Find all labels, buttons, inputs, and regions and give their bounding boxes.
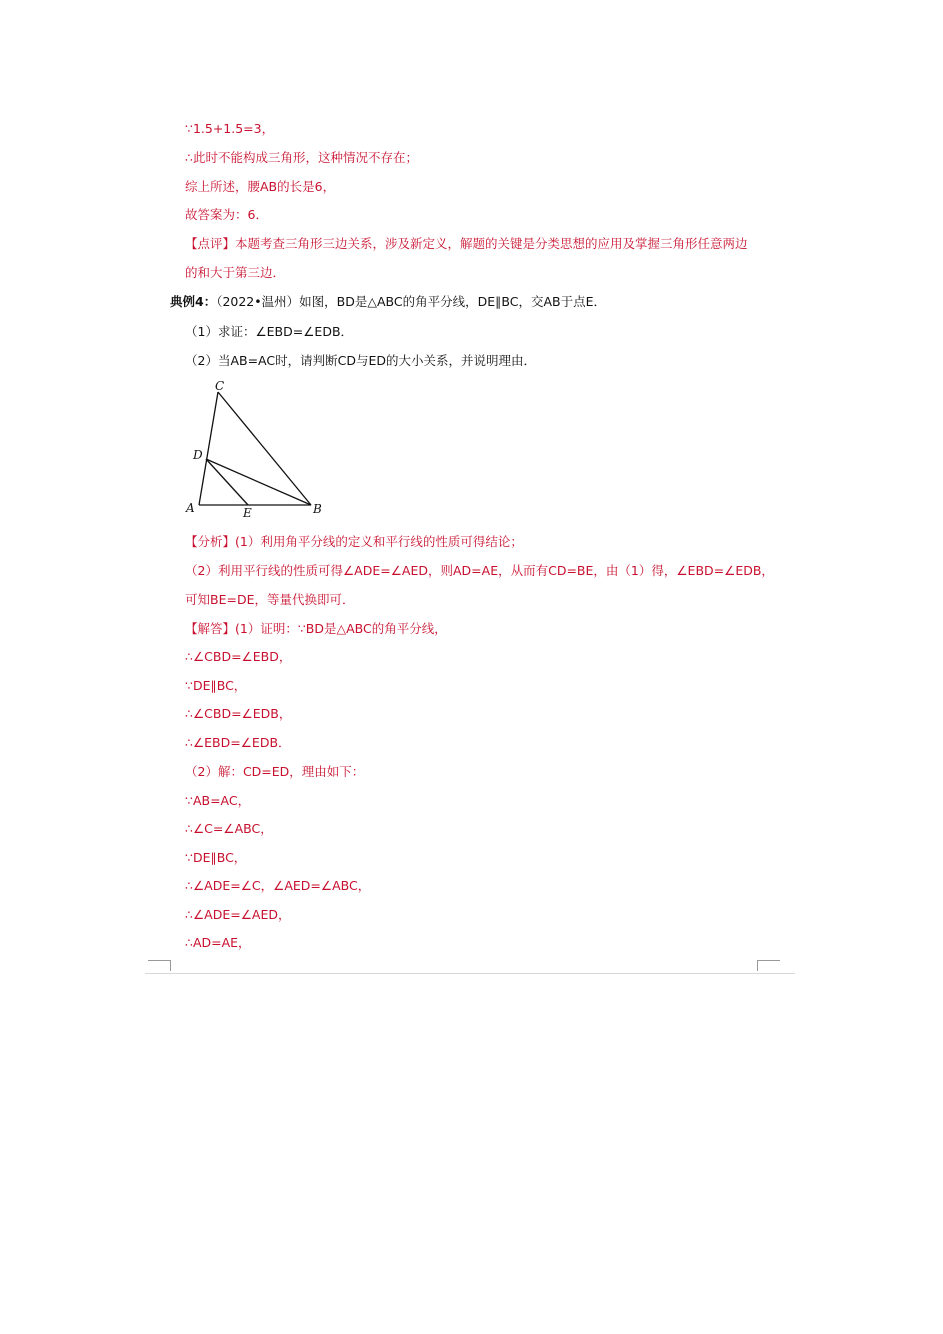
page-corner-mark-left (148, 960, 171, 971)
triangle-figure (180, 378, 330, 523)
label-C: C (215, 379, 225, 393)
page-divider (145, 973, 795, 974)
segment-DE (206, 459, 248, 505)
segment-DB (206, 459, 311, 505)
solution-step: ∴∠CBD=∠EDB， (185, 706, 292, 721)
label-A: A (186, 501, 195, 515)
analysis-line: （2）利用平行线的性质可得∠ADE=∠AED，则AD=AE，从而有CD=BE，由（1）得，∠EBD=∠EDB， (185, 563, 774, 578)
solution-step: ∴∠CBD=∠EBD， (185, 649, 292, 664)
example-text: （2022•温州）如图，BD是△ABC的角平分线，DE∥BC，交AB于点E． (216, 294, 606, 309)
solution-step: ∴∠C=∠ABC， (185, 821, 273, 836)
solution-step: ∵DE∥BC， (185, 678, 247, 693)
solution-step: ∵DE∥BC， (185, 850, 247, 865)
solution-step: ∵AB=AC， (185, 793, 251, 808)
question-1: （1）求证：∠EBD=∠EDB． (185, 324, 354, 339)
question-2: （2）当AB=AC时，请判断CD与ED的大小关系，并说明理由． (185, 353, 536, 368)
example-title: 典例4： (170, 294, 217, 309)
solution-step: （2）解：CD=ED，理由如下： (185, 764, 365, 779)
solution-step: 【解答】(1）证明：∵BD是△ABC的角平分线， (185, 621, 447, 636)
solution-line: ∴此时不能构成三角形，这种情况不存在； (185, 150, 418, 165)
solution-line: ∵1.5+1.5=3， (185, 121, 275, 136)
solution-line: 故答案为：6． (185, 207, 268, 222)
solution-line: 综上所述，腰AB的长是6， (185, 179, 336, 194)
comment-line: 的和大于第三边． (185, 265, 286, 280)
solution-step: ∴∠ADE=∠C，∠AED=∠ABC， (185, 878, 371, 893)
label-E: E (243, 506, 252, 520)
solution-step: ∴AD=AE， (185, 935, 251, 950)
page-corner-mark-right (757, 960, 780, 971)
solution-step: ∴∠EBD=∠EDB． (185, 735, 291, 750)
label-B: B (313, 502, 322, 516)
comment-line: 【点评】本题考查三角形三边关系，涉及新定义，解题的关键是分类思想的应用及掌握三角形任意两边 (185, 236, 748, 251)
solution-step: ∴∠ADE=∠AED， (185, 907, 291, 922)
example-heading (170, 294, 606, 310)
analysis-line: 可知BE=DE，等量代换即可． (185, 592, 355, 607)
analysis-line: 【分析】(1）利用角平分线的定义和平行线的性质可得结论； (185, 534, 523, 549)
label-D: D (193, 448, 203, 462)
